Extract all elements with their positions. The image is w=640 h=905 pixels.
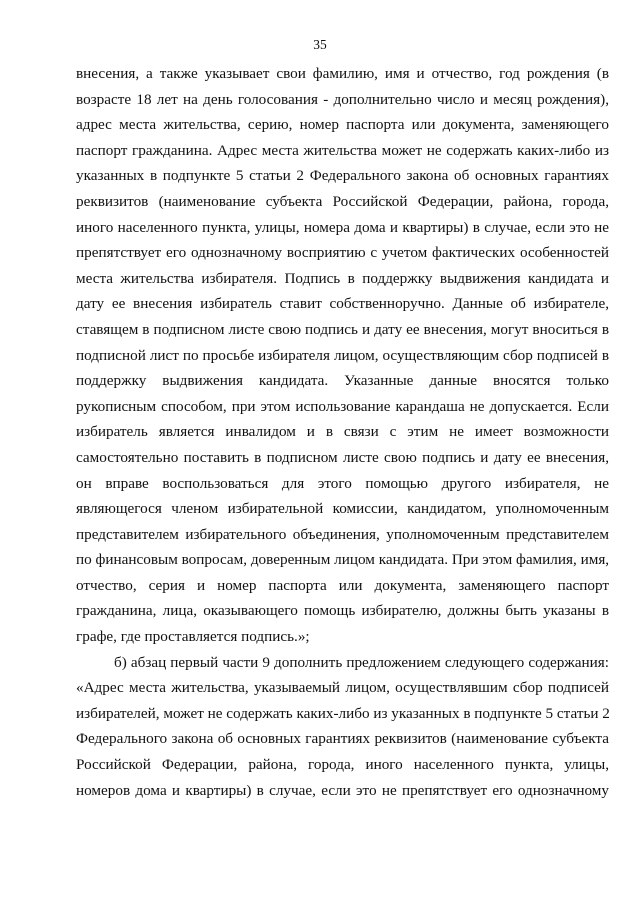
text-line: ставящем в подписном листе свою подпись и дату ее внесения, могут вноситься в [76, 320, 609, 338]
text-line: поддержку выдвижения кандидата. Указанные данные вносятся только [76, 372, 609, 390]
text-line: он вправе воспользоваться для этого помощью другого избирателя, не [76, 474, 609, 492]
text-line: б) абзац первый части 9 дополнить предложением следующего содержания: [114, 653, 609, 671]
text-line: гражданина, лица, оказывающего помощь избирателю, должны быть указаны в [76, 602, 609, 620]
text-line: «Адрес места жительства, указываемый лицом, осуществлявшим сбор подписей [76, 679, 609, 697]
document-body [76, 61, 609, 803]
text-line: указанных в подпункте 5 статьи 2 Федерального закона об основных гарантиях [76, 167, 609, 185]
text-line: Федерального закона об основных гарантиях реквизитов (наименование субъекта [76, 730, 609, 748]
text-line: реквизитов (наименование субъекта Российской Федерации, района, города, [76, 192, 609, 210]
text-line: рукописным способом, при этом использование карандаша не допускается. Если [76, 397, 609, 415]
text-line: Российской Федерации, района, города, иного населенного пункта, улицы, [76, 756, 609, 774]
page-number: 35 [313, 37, 327, 52]
text-line: адрес места жительства, серию, номер паспорта или документа, заменяющего [76, 116, 609, 134]
text-line: графе, где проставляется подпись.»; [76, 628, 310, 646]
text-line: препятствует его однозначному восприятию с учетом фактических особенностей [76, 244, 609, 262]
text-line: являющегося членом избирательной комиссии, кандидатом, уполномоченным [76, 500, 609, 518]
paragraph-1 [76, 61, 609, 650]
text-line: самостоятельно поставить в подписном листе свою подпись и дату ее внесения, [76, 448, 609, 466]
text-line: места жительства избирателя. Подпись в поддержку выдвижения кандидата и [76, 269, 609, 287]
text-line: паспорт гражданина. Адрес места жительства может не содержать каких-либо из [76, 141, 609, 159]
text-line: избиратель является инвалидом и в связи с этим не имеет возможности [76, 423, 609, 441]
text-line: избирателей, может не содержать каких-либо из указанных в подпункте 5 статьи 2 [76, 704, 610, 722]
text-line: подписной лист по просьбе избирателя лицом, осуществляющим сбор подписей в [76, 346, 609, 364]
text-line: иного населенного пункта, улицы, номера дома и квартиры) в случае, если это не [76, 218, 609, 236]
text-line: внесения, а также указывает свои фамилию, имя и отчество, год рождения (в [76, 65, 609, 82]
text-line: дату ее внесения избиратель ставит собственноручно. Данные об избирателе, [76, 295, 609, 313]
text-line: возрасте 18 лет на день голосования - дополнительно число и месяц рождения), [76, 90, 609, 108]
paragraph-2 [76, 650, 609, 804]
text-line: отчество, серия и номер паспорта или документа, заменяющего паспорт [76, 576, 609, 594]
text-line: номеров дома и квартиры) в случае, если это не препятствует его однозначному [76, 781, 609, 799]
text-line: представителем избирательного объединения, уполномоченным представителем [76, 525, 609, 543]
text-line: по финансовым вопросам, доверенным лицом кандидата. При этом фамилия, имя, [76, 551, 610, 569]
